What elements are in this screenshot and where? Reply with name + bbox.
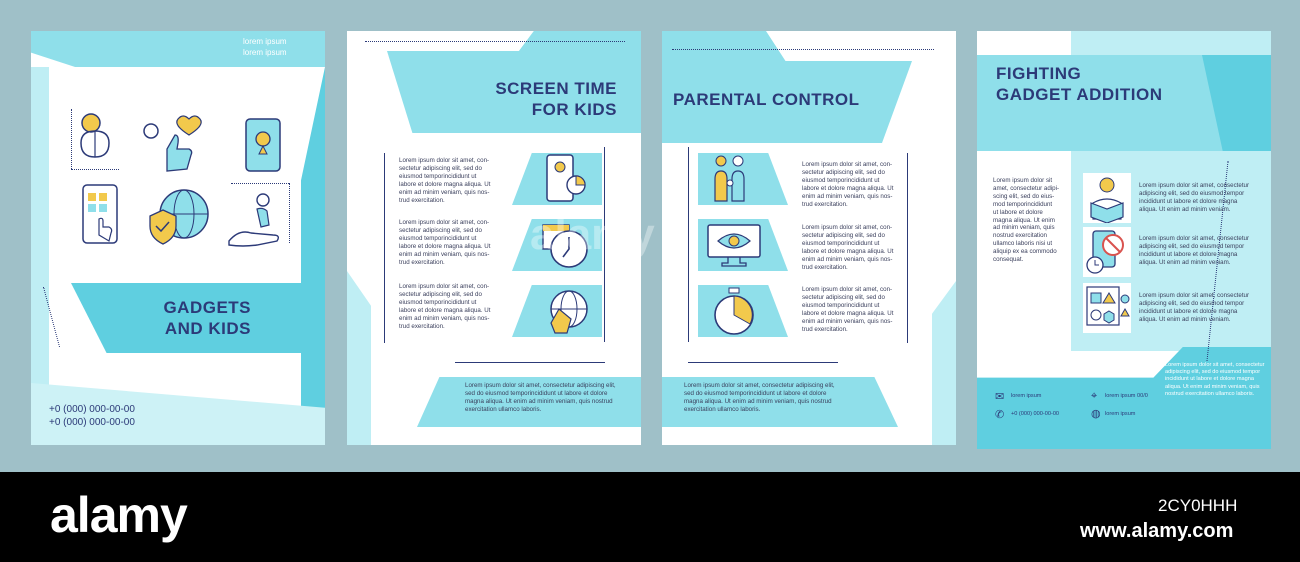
text-line: nostrud exercitation ullamco laboris.: [1165, 390, 1255, 397]
divider: [688, 147, 689, 342]
monitor-eye-icon: [706, 223, 762, 269]
small-line: lorem ipsum: [243, 37, 287, 46]
phone-location-icon: [244, 117, 282, 173]
text-line: magna aliqua. Ut enim: [993, 216, 1055, 224]
brochure-page-cover: [31, 31, 325, 445]
text-line: ullamco laboris nisi ut: [993, 240, 1053, 248]
contact-phone[interactable]: +0 (000) 000-00-00: [1011, 411, 1060, 417]
text-line: adipiscing elit, sed do eiusmod tempor: [1139, 242, 1245, 250]
divider: [455, 362, 605, 363]
phone-icon: ✆: [995, 409, 1005, 421]
contact-email[interactable]: lorem ipsum: [1011, 393, 1042, 399]
text-line: Lorem ipsum dolor sit amet, con-: [802, 161, 893, 168]
watermark-image-id: 2CY0HHH: [1158, 496, 1238, 515]
brochure-page-parental-control: [662, 31, 956, 445]
brain-gear-icon: [73, 109, 123, 169]
text-line: enim ad minim veniam, quis nos-: [399, 250, 490, 258]
text-line: labore et dolore magna aliqua. Ut: [802, 247, 894, 255]
contact-address: lorem ipsum 00/0: [1105, 393, 1148, 399]
envelope-icon: ✉: [995, 391, 1005, 403]
divider: [384, 153, 385, 343]
phone-chart-icon: [545, 153, 587, 205]
text-line: sectetur adipiscing elit, sed do: [399, 164, 482, 172]
hand-person-icon: [227, 191, 297, 249]
top-small-text: [243, 36, 287, 58]
globe-icon: ◍: [1091, 408, 1101, 420]
text-line: scing elit, sed do eius-: [993, 192, 1055, 200]
text-line: Lorem ipsum dolor sit amet, con-: [802, 286, 893, 293]
text-line: exercitation ullamco laboris.: [465, 405, 542, 413]
text-line: Lorem ipsum dolor sit amet, con-: [399, 283, 490, 290]
paragraph: [399, 283, 509, 330]
text-line: labore et dolore magna aliqua. Ut: [399, 242, 491, 250]
text-line: eiusmod temporincididunt ut: [802, 301, 880, 309]
globe-hand-icon: [545, 287, 591, 337]
page-title: [996, 63, 1162, 105]
page-title: [467, 78, 617, 120]
text-line: incididunt ut labore et dolore magna: [1139, 250, 1238, 258]
title-line: GADGETS: [163, 298, 251, 317]
text-line: eiusmod temporincididunt ut: [802, 176, 880, 184]
text-line: incididunt ut labore et dolore magna: [1139, 197, 1238, 205]
left-band: [347, 271, 371, 445]
title-dotted-edge: [672, 49, 934, 51]
text-line: incididunt ut labore et dolore magna: [1139, 307, 1238, 315]
text-line: Lorem ipsum dolor sit: [993, 177, 1053, 184]
text-line: aliqua. Ut enim ad minim veniam.: [1139, 205, 1231, 213]
text-line: enim ad minim veniam, quis nos-: [399, 314, 490, 322]
icon-grid-border: [231, 183, 289, 185]
watermark-bar: [0, 472, 1300, 562]
text-line: trud exercitation.: [399, 322, 445, 330]
brochure-page-fighting-addiction: [977, 31, 1271, 449]
text-line: sed do eiusmod temporincididunt ut labore et dolore: [684, 389, 827, 397]
text-line: ut labore et dolore: [993, 208, 1043, 216]
text-line: eiusmod temporincididunt ut: [802, 239, 880, 247]
globe-shield-icon: [146, 186, 216, 248]
text-line: sectetur adipiscing elit, sed do: [802, 231, 885, 239]
text-line: sectetur adipiscing elit, sed do: [399, 290, 482, 298]
text-line: Lorem ipsum dolor sit amet, consectetur: [1139, 182, 1250, 189]
text-line: ad minim veniam, quis: [993, 224, 1055, 232]
title-line: AND KIDS: [164, 319, 251, 338]
paragraph: [399, 219, 509, 266]
tablet-touch-icon: [81, 183, 121, 245]
title-line: FOR KIDS: [531, 100, 617, 119]
text-line: trud exercitation.: [802, 325, 848, 333]
text-line: incididunt ut labore et dolore magna: [1165, 376, 1254, 383]
paragraph: [399, 157, 509, 204]
text-line: adipiscing elit, sed do eiusmod tempor: [1165, 369, 1261, 376]
watermark-site: www.alamy.com: [1080, 520, 1234, 542]
family-icon: [710, 153, 750, 205]
text-line: enim ad minim veniam, quis nos-: [802, 192, 893, 200]
text-line: aliqua. Ut enim ad minim veniam.: [1139, 315, 1231, 323]
text-line: Lorem ipsum dolor sit amet, con-: [802, 224, 893, 231]
item-text: [1139, 235, 1269, 267]
text-line: sectetur adipiscing elit, sed do: [399, 226, 482, 234]
text-line: aliquip ex ea commodo: [993, 248, 1057, 256]
text-line: Lorem ipsum dolor sit amet, consectetur: [1139, 292, 1250, 299]
phone-number: +0 (000) 000-00-00: [49, 404, 135, 415]
watermark-overlay: [530, 210, 655, 260]
text-line: enim ad minim veniam, quis nos-: [399, 188, 490, 196]
reading-person-icon: [1083, 173, 1131, 223]
icon-grid-border: [289, 183, 291, 243]
title-line: GADGET ADDITION: [996, 85, 1163, 104]
page-title: PARENTAL CONTROL: [673, 90, 860, 109]
phone-number: +0 (000) 000-00-00: [49, 417, 135, 428]
title-line: SCREEN TIME: [495, 79, 617, 98]
shapes-icon: [1083, 283, 1131, 333]
text-line: Lorem ipsum dolor sit amet, consectetur adipiscing elit,: [465, 382, 616, 389]
title-line: FIGHTING: [996, 64, 1082, 83]
phone-list: [49, 403, 135, 429]
text-line: Lorem ipsum dolor sit amet, con-: [399, 219, 490, 226]
right-band: [301, 67, 325, 445]
icon-grid-border: [71, 109, 73, 169]
text-line: consequat.: [993, 256, 1024, 264]
text-line: labore et dolore magna aliqua. Ut: [399, 306, 491, 314]
text-line: sectetur adipiscing elit, sed do: [802, 168, 885, 176]
text-line: trud exercitation.: [802, 200, 848, 208]
footer-text: [465, 382, 635, 414]
page-title: [139, 297, 251, 339]
watermark-logo-overlay: alamy: [530, 210, 655, 259]
text-line: mod temporincididunt: [993, 200, 1053, 208]
text-line: exercitation ullamco laboris.: [684, 405, 761, 413]
text-line: amet, consectetur adipi-: [993, 184, 1060, 192]
text-line: eiusmod temporincididunt ut: [399, 172, 477, 180]
divider: [688, 362, 838, 363]
icon-grid-border: [71, 169, 119, 171]
text-line: labore et dolore magna aliqua. Ut: [802, 309, 894, 317]
text-line: labore et dolore magna aliqua. Ut: [802, 184, 894, 192]
text-line: adipiscing elit, sed do eiusmod tempor: [1139, 299, 1245, 307]
text-line: Lorem ipsum dolor sit amet, consectetur: [1139, 235, 1250, 242]
text-line: labore et dolore magna aliqua. Ut: [399, 180, 491, 188]
text-line: trud exercitation.: [399, 196, 445, 204]
text-line: magna aliqua. Ut enim ad minim veniam, quis nostrud: [684, 397, 832, 405]
footer-text: [684, 382, 854, 414]
right-band: [932, 281, 956, 445]
paragraph: [802, 286, 912, 333]
thumbs-up-heart-icon: [139, 111, 219, 176]
text-line: nostrud exercitation: [993, 232, 1047, 240]
paragraph: [802, 224, 912, 271]
paragraph: [802, 161, 912, 208]
item-text: [1139, 292, 1269, 324]
text-line: Lorem ipsum dolor sit amet, con-: [399, 157, 490, 164]
small-line: lorem ipsum: [243, 48, 287, 57]
title-dotted-edge: [365, 41, 625, 43]
item-text: [1139, 182, 1269, 214]
text-line: sed do eiusmod temporincididunt ut labore et dolore: [465, 389, 608, 397]
left-band: [31, 67, 49, 407]
location-pin-icon: ⌖: [1091, 390, 1098, 402]
contact-web[interactable]: lorem ipsum: [1105, 411, 1136, 417]
text-line: enim ad minim veniam, quis nos-: [802, 255, 893, 263]
text-line: Lorem ipsum dolor sit amet, consectetur adipiscing elit,: [684, 382, 835, 389]
no-phone-clock-icon: [1083, 227, 1131, 277]
text-line: Lorem ipsum dolor sit amet, consectetur: [1165, 362, 1265, 368]
text-line: eiusmod temporincididunt ut: [399, 234, 477, 242]
watermark-logo: alamy: [50, 487, 187, 543]
text-line: sectetur adipiscing elit, sed do: [802, 293, 885, 301]
contact-block: [995, 390, 1245, 430]
intro-text: [993, 177, 1073, 264]
text-line: aliqua. Ut enim ad minim veniam, quis: [1165, 383, 1260, 390]
text-line: enim ad minim veniam, quis nos-: [802, 317, 893, 325]
text-line: adipiscing elit, sed do eiusmod tempor: [1139, 189, 1245, 197]
text-line: trud exercitation.: [399, 258, 445, 266]
text-line: eiusmod temporincididunt ut: [399, 298, 477, 306]
text-line: aliqua. Ut enim ad minim veniam.: [1139, 258, 1231, 266]
text-line: trud exercitation.: [802, 263, 848, 271]
text-line: magna aliqua. Ut enim ad minim veniam, quis nostrud: [465, 397, 613, 405]
stopwatch-icon: [712, 287, 756, 337]
